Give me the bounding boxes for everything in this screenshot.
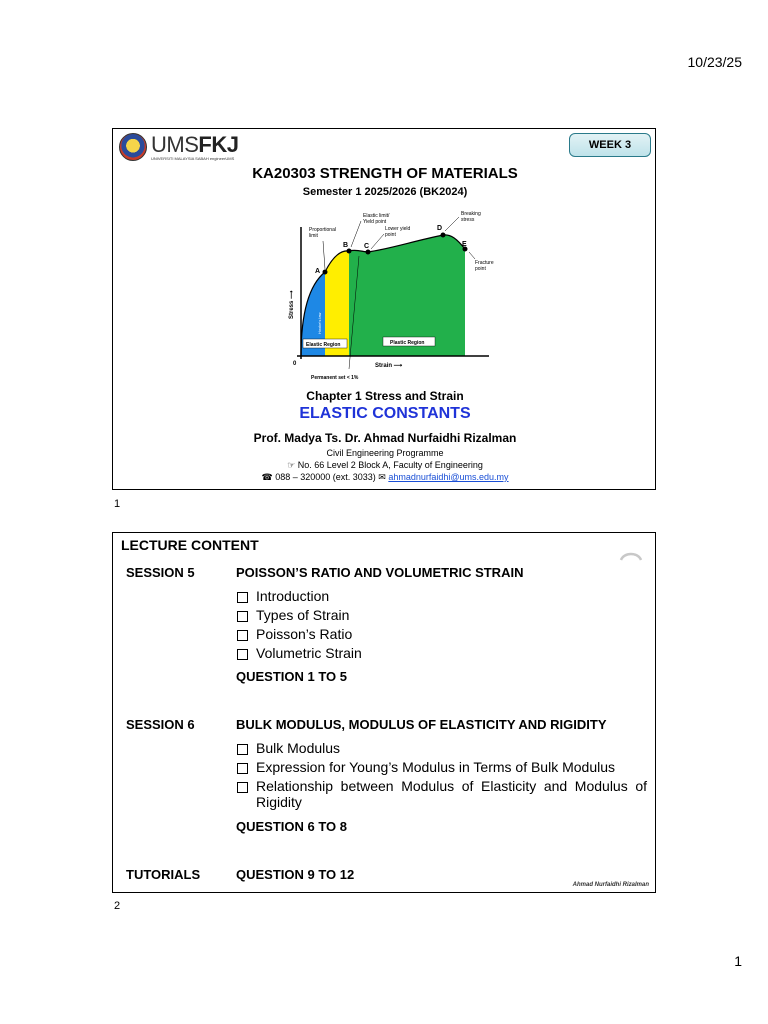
logo-tagline: UNIVERSITI MALAYSIA SABAH engineerUMS — [151, 155, 235, 161]
list-item: Volumetric Strain — [237, 645, 362, 661]
list-item: Introduction — [237, 588, 329, 604]
author-signature: Ahmad Nurfaidhi Rizalman — [572, 882, 649, 888]
session-6-questions: QUESTION 6 TO 8 — [236, 819, 348, 834]
point-b-label: B — [343, 242, 349, 249]
phone: 088 – 320000 (ext. 3033) — [275, 472, 376, 482]
svg-text:Yield point: Yield point — [363, 219, 387, 225]
elastic-region-label: Elastic Region — [306, 342, 341, 348]
tutorials-label: TUTORIALS — [126, 867, 201, 882]
svg-text:Elastic limit/: Elastic limit/ — [363, 213, 390, 219]
session-5-questions: QUESTION 1 TO 5 — [236, 669, 348, 684]
stress-strain-diagram — [279, 209, 499, 384]
svg-text:point: point — [385, 232, 396, 238]
decorative-arc-icon — [619, 551, 643, 561]
point-a-label: A — [315, 268, 321, 275]
professor-name: Prof. Madya Ts. Dr. Ahmad Nurfaidhi Rizalman — [253, 431, 517, 445]
contact-line — [113, 472, 657, 483]
strain-axis-label: Strain ⟶ — [375, 363, 403, 369]
course-title: KA20303 STRENGTH OF MATERIALS — [252, 165, 518, 182]
point-c-label: C — [364, 243, 370, 250]
slide-number-1: 1 — [114, 498, 121, 510]
session-6-label: SESSION 6 — [126, 717, 195, 732]
email-link[interactable]: ahmadnurfaidhi@ums.edu.my — [388, 472, 509, 482]
svg-text:point: point — [475, 266, 486, 272]
hookes-law-label: Hooke's law — [317, 312, 322, 334]
print-date: 10/23/25 — [687, 54, 742, 70]
semester: Semester 1 2025/2026 (BK2024) — [302, 186, 468, 198]
svg-text:Lower yield: Lower yield — [385, 226, 411, 232]
slide-number-2: 2 — [114, 900, 121, 912]
session-6-heading: BULK MODULUS, MODULUS OF ELASTICITY AND RIGIDITY — [236, 717, 607, 732]
ums-fkj-logo: UMSFKJ UNIVERSITI MALAYSIA SABAH engineerUMS — [119, 133, 238, 161]
chapter-title: Chapter 1 Stress and Strain — [306, 389, 464, 403]
stress-axis-label: Stress ⟶ — [289, 290, 295, 319]
svg-text:limit: limit — [309, 233, 318, 239]
svg-text:Breaking: Breaking — [461, 211, 481, 217]
programme: Civil Engineering Programme — [326, 448, 444, 458]
session-5-heading: POISSON’S RATIO AND VOLUMETRIC STRAIN — [236, 565, 524, 580]
list-item: Types of Strain — [237, 607, 349, 623]
list-item: Expression for Young’s Modulus in Terms of Bulk Modulus — [237, 759, 615, 775]
list-item: Relationship between Modulus of Elasticity and Modulus of Rigidity — [237, 778, 647, 810]
permanent-set-label: Permanent set < 1% — [311, 375, 359, 381]
ums-seal-icon — [119, 133, 147, 161]
lecture-content-title: LECTURE CONTENT — [121, 537, 259, 553]
svg-text:Proportional: Proportional — [309, 227, 336, 233]
week-badge: WEEK 3 — [569, 133, 651, 157]
phone-icon: ☎ — [261, 472, 273, 482]
svg-text:Fracture: Fracture — [475, 260, 494, 266]
list-item: Poisson’s Ratio — [237, 626, 352, 642]
building-icon: ☞ — [287, 460, 296, 470]
plastic-region-label: Plastic Region — [390, 340, 425, 346]
list-item: Bulk Modulus — [237, 740, 340, 756]
svg-text:0: 0 — [293, 361, 297, 367]
slide-1 — [112, 128, 656, 490]
email-icon: ✉ — [378, 472, 386, 482]
point-d-label: D — [437, 225, 443, 232]
point-e-label: E — [462, 241, 467, 248]
slide-2 — [112, 532, 656, 893]
svg-text:stress: stress — [461, 217, 475, 223]
page-number: 1 — [734, 953, 742, 969]
address: ☞ No. 66 Level 2 Block A, Faculty of Engineering — [287, 460, 483, 470]
tutorials-questions: QUESTION 9 TO 12 — [236, 867, 355, 882]
session-5-label: SESSION 5 — [126, 565, 195, 580]
topic-title: ELASTIC CONSTANTS — [299, 405, 471, 422]
